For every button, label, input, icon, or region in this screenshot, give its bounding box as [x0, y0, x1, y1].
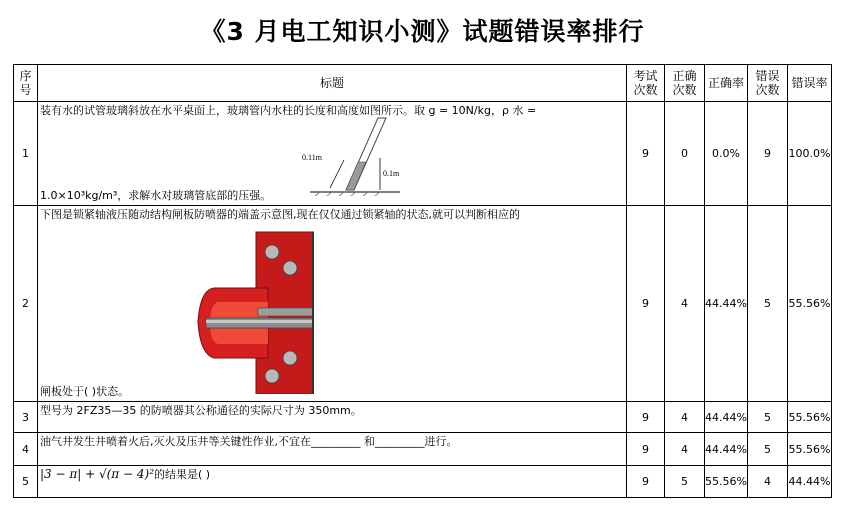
page-title: 《3 月电工知识小测》试题错误率排行 — [200, 17, 645, 46]
wrong-cell: 4 — [748, 466, 788, 498]
table-row — [14, 466, 832, 498]
correct-rate-cell: 44.44% — [705, 402, 748, 433]
wrong-rate-cell: 55.56% — [788, 433, 832, 466]
question-text-continued: 1.0×10³kg/m³，求解水对玻璃管底部的压强。 — [40, 189, 272, 202]
table-row — [14, 402, 832, 433]
question-cell — [38, 466, 627, 498]
attempts-cell: 9 — [627, 433, 665, 466]
attempts-cell: 9 — [627, 206, 665, 402]
question-cell — [38, 102, 627, 206]
row-index: 2 — [14, 206, 38, 402]
question-cell — [38, 433, 627, 466]
math-formula: |3 − π| + √(π − 4)² — [40, 467, 154, 481]
row-index: 4 — [14, 433, 38, 466]
ranking-table — [13, 64, 832, 498]
correct-cell: 0 — [665, 102, 705, 206]
question-text: 型号为 2FZ35—35 的防喷器其公称通径的实际尺寸为 350mm。 — [40, 404, 362, 417]
question-text: 装有水的试管玻璃斜放在水平桌面上，玻璃管内水柱的长度和高度如图所示。取 g = 10N/kg，ρ 水 = — [40, 104, 537, 117]
row-index: 5 — [14, 466, 38, 498]
correct-cell: 4 — [665, 206, 705, 402]
header-row — [14, 65, 832, 102]
correct-rate-cell: 55.56% — [705, 466, 748, 498]
row-index: 1 — [14, 102, 38, 206]
row-index: 3 — [14, 402, 38, 433]
header-correct: 正确 次数 — [665, 65, 705, 102]
correct-rate-cell: 0.0% — [705, 102, 748, 206]
table-row — [14, 102, 832, 206]
header-wrong-rate: 错误率 — [788, 65, 832, 102]
wrong-cell: 5 — [748, 402, 788, 433]
header-wrong: 错误 次数 — [748, 65, 788, 102]
question-text-continued: 闸板处于( )状态。 — [40, 385, 130, 398]
test-tube-figure — [300, 116, 410, 196]
attempts-cell: 9 — [627, 102, 665, 206]
correct-cell: 4 — [665, 433, 705, 466]
table-row — [14, 433, 832, 466]
wrong-cell: 5 — [748, 206, 788, 402]
figure-label-height: 0.1m — [383, 169, 400, 178]
question-cell — [38, 206, 627, 402]
wrong-cell: 9 — [748, 102, 788, 206]
wrong-rate-cell: 55.56% — [788, 402, 832, 433]
question-cell — [38, 402, 627, 433]
question-text-suffix: 的结果是( ) — [154, 468, 211, 481]
attempts-cell: 9 — [627, 402, 665, 433]
header-index: 序 号 — [14, 65, 38, 102]
correct-rate-cell: 44.44% — [705, 433, 748, 466]
wrong-rate-cell: 100.0% — [788, 102, 832, 206]
correct-rate-cell: 44.44% — [705, 206, 748, 402]
header-question: 标题 — [38, 65, 627, 102]
figure-label-length: 0.11m — [302, 153, 322, 162]
header-attempts: 考试 次数 — [627, 65, 665, 102]
correct-cell: 5 — [665, 466, 705, 498]
attempts-cell: 9 — [627, 466, 665, 498]
correct-cell: 4 — [665, 402, 705, 433]
wrong-rate-cell: 55.56% — [788, 206, 832, 402]
wrong-cell: 5 — [748, 433, 788, 466]
blowout-preventer-figure — [186, 226, 314, 394]
question-text: 油气井发生井喷着火后,灭火及压井等关键性作业,不宜在_________ 和_________进行。 — [40, 435, 458, 448]
question-text — [40, 467, 624, 482]
header-correct-rate: 正确率 — [705, 65, 748, 102]
table-row — [14, 206, 832, 402]
question-text: 下图是锁紧轴液压随动结构闸板防喷器的端盖示意图,现在仅仅通过锁紧轴的状态,就可以判断相应的 — [40, 208, 520, 221]
wrong-rate-cell: 44.44% — [788, 466, 832, 498]
